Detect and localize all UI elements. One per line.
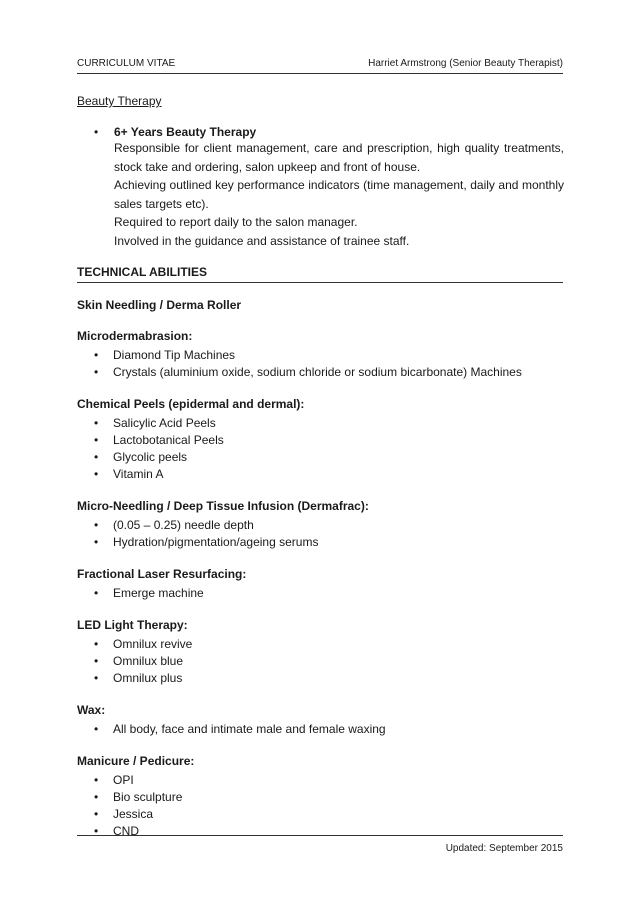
bullet-icon: • [94,348,99,362]
ability-category-title: LED Light Therapy: [77,618,188,632]
bullet-icon: • [94,824,99,838]
bullet-icon: • [94,807,99,821]
ability-items [77,517,563,551]
spacer [77,483,563,498]
list-item [94,789,563,806]
ability-item-text: CND [113,824,139,838]
abilities-list [77,297,563,840]
spacer [77,687,563,702]
list-item [94,823,563,840]
ability-items [77,585,563,602]
ability-item-text: OPI [113,773,134,787]
list-item [94,636,563,653]
list-item [94,517,563,534]
ability-item-text: Hydration/pigmentation/ageing serums [113,535,319,549]
ability-category-title: Fractional Laser Resurfacing: [77,567,247,581]
list-item [94,772,563,789]
header-divider [77,73,563,74]
ability-category-title: Skin Needling / Derma Roller [77,298,242,312]
list-item [94,806,563,823]
experience-line: Responsible for client management, care and prescription, high quality treatments, stock take and ordering, salon upkeep and front of house. [114,141,564,174]
experience-block [94,125,564,251]
ability-items [77,415,563,483]
page-header [77,58,563,69]
bullet-icon: • [94,637,99,651]
ability-item-text: Crystals (aluminium oxide, sodium chloride or sodium bicarbonate) Machines [113,365,522,379]
spacer [77,738,563,753]
ability-item-text: Salicylic Acid Peels [113,416,216,430]
ability-items [77,772,563,840]
ability-item-text: Lactobotanical Peels [113,433,224,447]
ability-item-text: Glycolic peels [113,450,188,464]
ability-item-text: Vitamin A [113,467,164,481]
experience-description [114,139,564,251]
ability-category-title: Wax: [77,703,106,717]
list-item [94,653,563,670]
experience-title: 6+ Years Beauty Therapy [114,125,257,139]
technical-divider [77,282,563,283]
ability-items [77,636,563,687]
ability-items [77,347,563,381]
spacer [77,381,563,396]
bullet-icon: • [94,654,99,668]
ability-items [77,721,563,738]
header-left: CURRICULUM VITAE [77,58,176,69]
list-item [94,534,563,551]
ability-category-title: Microdermabrasion: [77,329,193,343]
bullet-icon: • [94,773,99,787]
experience-line: Involved in the guidance and assistance of trainee staff. [114,233,410,248]
footer-updated: Updated: September 2015 [445,843,563,854]
ability-category-title: Micro-Needling / Deep Tissue Infusion (Dermafrac): [77,499,369,513]
ability-item-text: All body, face and intimate male and female waxing [113,722,386,736]
ability-item-text: Omnilux plus [113,671,183,685]
spacer [77,602,563,617]
list-item [94,449,563,466]
bullet-icon: • [94,518,99,532]
list-item [94,364,563,381]
bullet-icon: • [94,790,99,804]
list-item [94,585,563,602]
list-item [94,670,563,687]
ability-item-text: Emerge machine [113,586,204,600]
bullet-icon: • [94,671,99,685]
experience-line: Achieving outlined key performance indicators (time management, daily and monthly sales targets etc). [114,178,564,211]
experience-line: Required to report daily to the salon manager. [114,215,358,230]
ability-item-text: Diamond Tip Machines [113,348,236,362]
technical-abilities-heading: TECHNICAL ABILITIES [77,265,208,279]
spacer [77,314,563,328]
list-item [94,466,563,483]
section-title[interactable]: Beauty Therapy [77,94,162,108]
ability-item-text: (0.05 – 0.25) needle depth [113,518,254,532]
ability-category-title: Manicure / Pedicure: [77,754,195,768]
ability-item-text: Omnilux revive [113,637,193,651]
bullet-icon: • [94,586,99,600]
bullet-icon: • [94,722,99,736]
list-item [94,432,563,449]
header-right: Harriet Armstrong (Senior Beauty Therapist) [368,58,563,69]
footer-divider [77,835,563,836]
list-item [94,347,563,364]
bullet-icon: • [94,365,99,379]
bullet-icon: • [94,125,99,139]
bullet-icon: • [94,467,99,481]
list-item [94,415,563,432]
bullet-icon: • [94,433,99,447]
ability-item-text: Bio sculpture [113,790,183,804]
ability-category-title: Chemical Peels (epidermal and dermal): [77,397,305,411]
bullet-icon: • [94,416,99,430]
list-item [94,721,563,738]
spacer [77,551,563,566]
ability-item-text: Omnilux blue [113,654,184,668]
bullet-icon: • [94,450,99,464]
bullet-icon: • [94,535,99,549]
ability-item-text: Jessica [113,807,154,821]
